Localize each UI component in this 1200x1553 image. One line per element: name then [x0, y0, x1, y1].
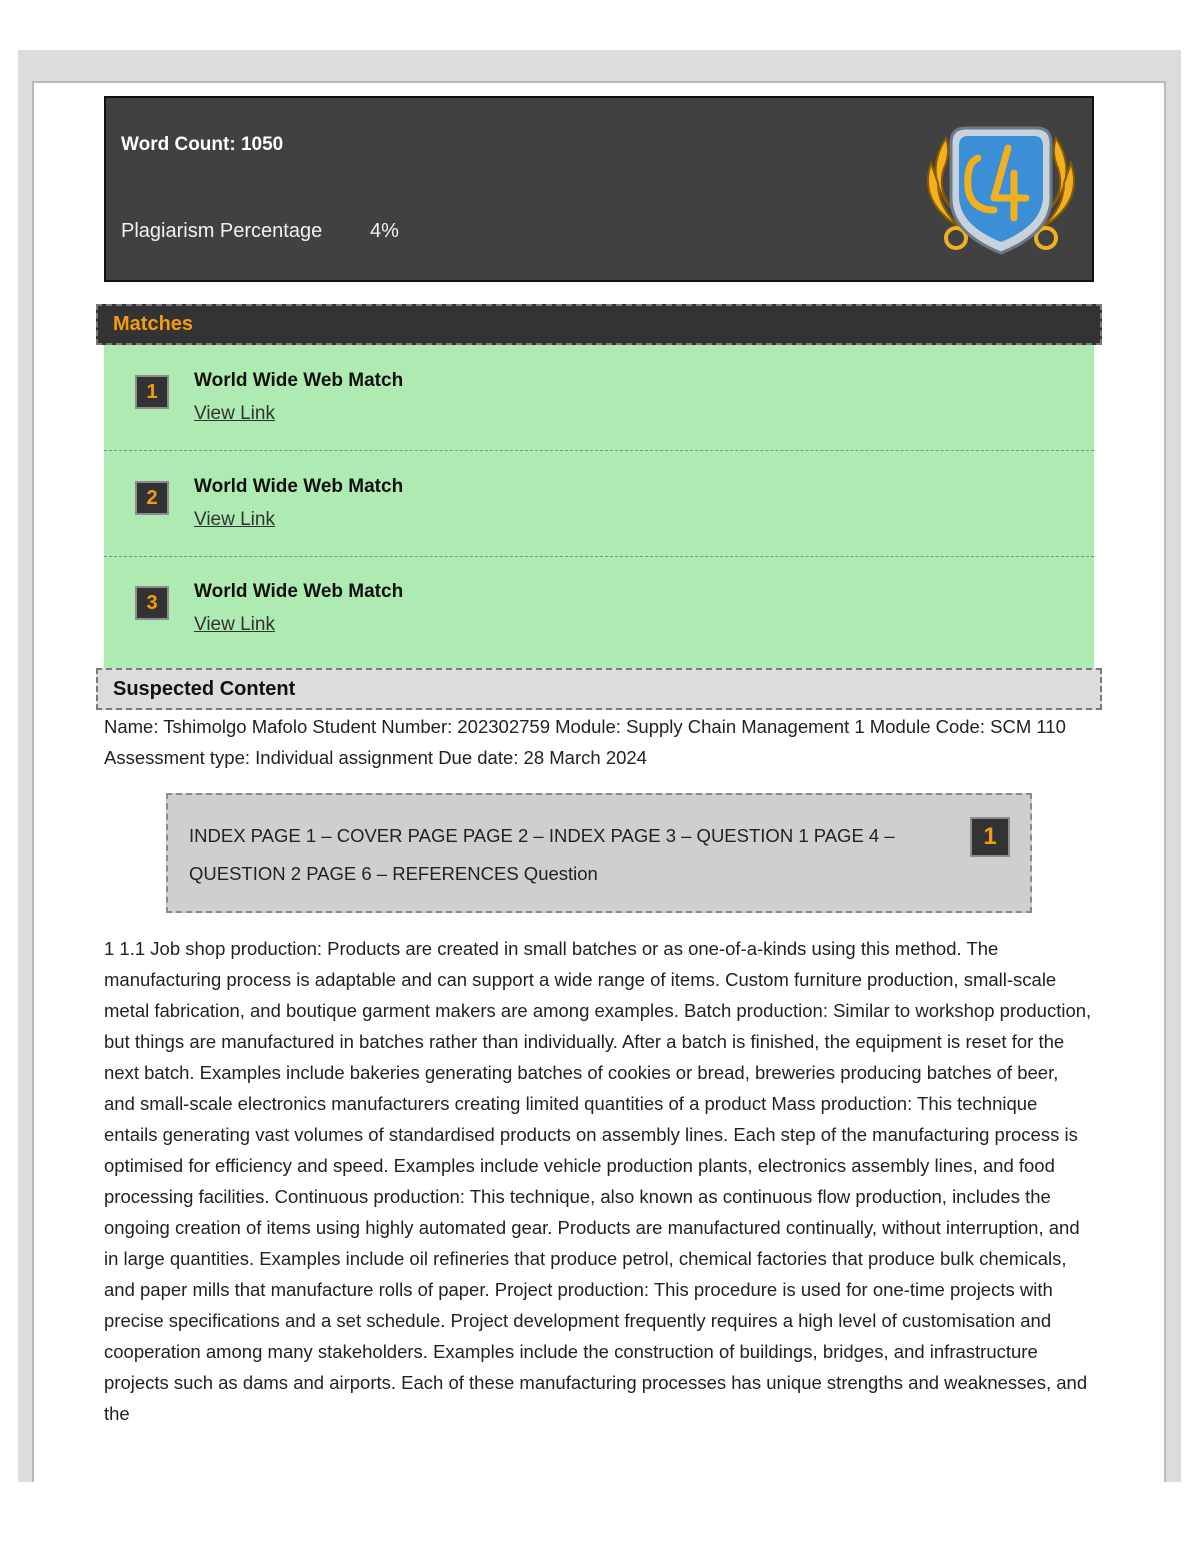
suspected-body-text: 1 1.1 Job shop production: Products are created in small batches or as one-of-a-kinds using this method. The manufacturing process is adaptable and can support a wide range of items. Custom furniture production, small-scale metal fabrication, and boutique garment makers are among examples. Batch production: Similar to workshop production, but things are manufactured in batches rather than individually. After a batch is finished, the equipment is reset for the next batch. Examples include bakeries generating batches of cookies or bread, breweries producing batches of beer, and small-scale electronics manufacturers creating limited quantities of a product Mass production: This technique entails generating vast volumes of standardised products on assembly lines. Each step of the manufacturing process is optimised for efficiency and speed. Examples include vehicle production plants, electronics assembly lines, and food processing facilities. Continuous production: This technique, also known as continuous flow production, includes the ongoing creation of items using highly automated gear. Products are manufactured continually, without interruption, and in large quantities. Examples include oil refineries that produce petrol, chemical factories that produce bulk chemicals, and paper mills that manufacture rolls of paper. Project production: This procedure is used for one-time projects with precise specifications and a set schedule. Project development frequently requires a high level of customisation and cooperation among many stakeholders. Examples include the construction of buildings, bridges, and infrastructure projects such as dams and airports. Each of these manufacturing processes has unique strengths and weaknesses, and the — [104, 938, 1092, 1424]
match-item — [104, 451, 1094, 557]
match-number-badge: 2 — [135, 481, 169, 515]
suspected-intro-text: Name: Tshimolgo Mafolo Student Number: 202302759 Module: Supply Chain Management 1 Module Code: SCM 110 Assessment type: Individual assignment Due date: 28 March 2024 — [104, 716, 1066, 768]
matches-heading-bar — [96, 304, 1102, 345]
word-count: Word Count: 1050 — [121, 134, 284, 155]
view-link[interactable]: View Link — [194, 509, 275, 530]
matches-list — [104, 345, 1094, 668]
plagiarism-value: 4% — [370, 220, 399, 242]
match-title: World Wide Web Match — [194, 370, 404, 391]
highlighted-match-text: INDEX PAGE 1 – COVER PAGE PAGE 2 – INDEX PAGE 3 – QUESTION 1 PAGE 4 – QUESTION 2 PAGE 6 – REFERENCES Question — [189, 825, 895, 884]
match-title: World Wide Web Match — [194, 581, 404, 602]
plagiarism-label: Plagiarism Percentage — [121, 220, 323, 242]
match-title: World Wide Web Match — [194, 476, 404, 497]
view-link[interactable]: View Link — [194, 614, 275, 635]
match-item — [104, 345, 1094, 451]
suspected-content-heading-bar — [96, 668, 1102, 710]
report-header — [104, 96, 1094, 282]
match-number-badge: 3 — [135, 586, 169, 620]
match-item — [104, 556, 1094, 661]
highlighted-match-block — [166, 793, 1032, 913]
view-link[interactable]: View Link — [194, 403, 275, 424]
matches-heading: Matches — [113, 313, 194, 335]
c4p-shield-logo-icon — [916, 118, 1086, 268]
suspected-content-heading: Suspected Content — [113, 678, 296, 700]
match-number-badge: 1 — [135, 375, 169, 409]
highlighted-match-number-badge[interactable]: 1 — [970, 817, 1010, 857]
